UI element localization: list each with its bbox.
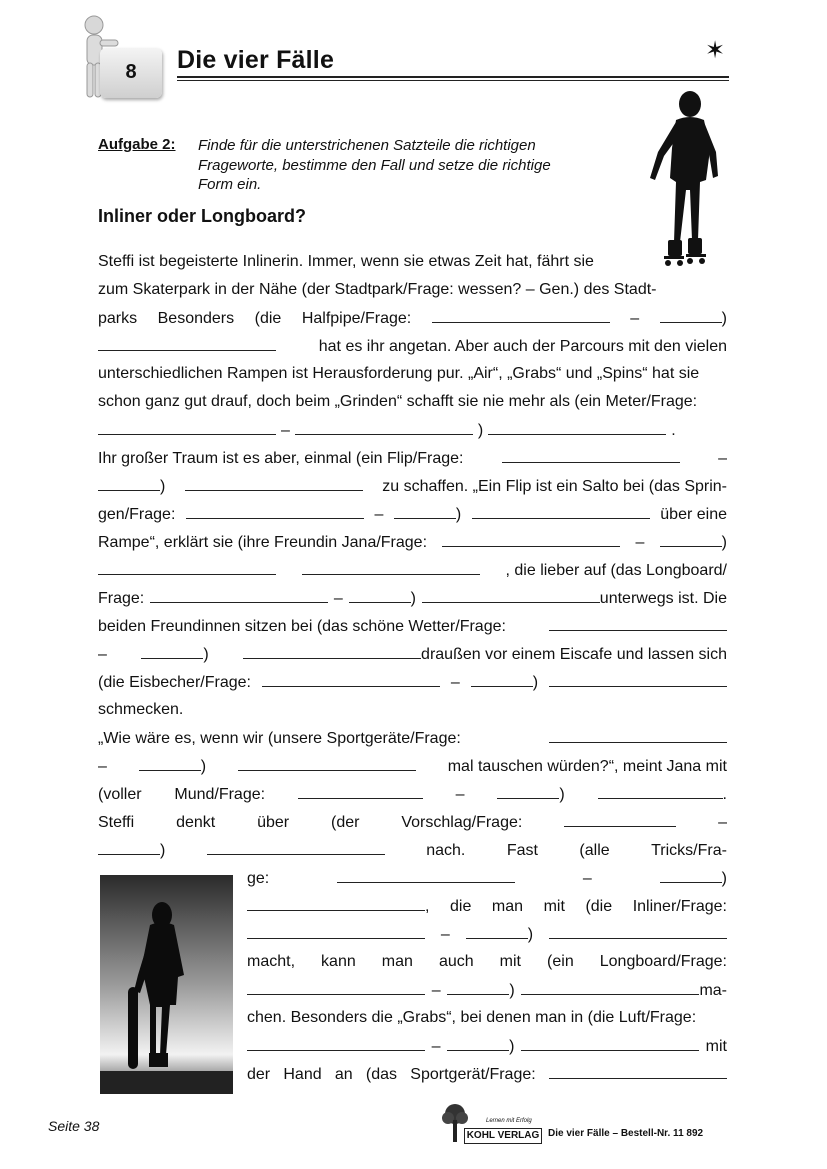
text-line: ) zu schaffen. „Ein Flip ist ein Salto bei (das Sprin- xyxy=(98,476,727,497)
title-rule-thin xyxy=(177,80,729,81)
answer-blank[interactable] xyxy=(521,980,699,995)
answer-blank[interactable] xyxy=(298,784,423,799)
text-line: Steffi ist begeisterte Inlinerin. Immer, wenn sie etwas Zeit hat, fährt sie xyxy=(98,253,594,270)
page-number: Seite 38 xyxy=(48,1118,100,1134)
text-line: – ) xyxy=(247,924,727,945)
answer-blank[interactable] xyxy=(549,924,727,939)
answer-blank[interactable] xyxy=(98,560,276,575)
text-line: schon ganz gut drauf, doch beim „Grinden“ schafft sie nie mehr als (ein Meter/Frage: xyxy=(98,393,698,410)
answer-blank[interactable] xyxy=(247,924,425,939)
answer-blank[interactable] xyxy=(660,868,722,883)
answer-blank[interactable] xyxy=(422,588,600,603)
answer-blank[interactable] xyxy=(471,672,533,687)
answer-blank[interactable] xyxy=(139,756,201,771)
chapter-number-badge xyxy=(100,48,162,98)
answer-blank[interactable] xyxy=(549,728,727,743)
text-line: ge: – ) xyxy=(247,870,727,887)
answer-blank[interactable] xyxy=(521,1036,699,1051)
answer-blank[interactable] xyxy=(262,672,440,687)
answer-blank[interactable] xyxy=(247,980,425,995)
answer-blank[interactable] xyxy=(488,420,666,435)
inline-skater-illustration xyxy=(640,90,725,268)
section-title: Inliner oder Longboard? xyxy=(98,206,306,226)
answer-blank[interactable] xyxy=(394,504,456,519)
text-line: – ) draußen vor einem Eiscafe und lassen sich xyxy=(98,646,727,663)
answer-blank[interactable] xyxy=(432,308,610,323)
answer-blank[interactable] xyxy=(247,1036,425,1051)
answer-blank[interactable] xyxy=(295,420,473,435)
text-line: – ) mit xyxy=(247,1036,727,1057)
text-line: chen. Besonders die „Grabs“, bei denen man in (die Luft/Frage: xyxy=(247,1009,697,1026)
answer-blank[interactable] xyxy=(98,420,276,435)
answer-blank[interactable] xyxy=(247,896,425,911)
answer-blank[interactable] xyxy=(564,812,676,827)
text-line: hat es ihr angetan. Aber auch der Parcours mit den vielen xyxy=(98,336,727,357)
answer-blank[interactable] xyxy=(502,448,680,463)
task-instruction: Finde für die unterstrichenen Satzteile die richtigen Frageworte, bestimme den Fall und setze die richtige Form ein. xyxy=(198,137,551,193)
text-line: Steffi denkt über (der Vorschlag/Frage: – xyxy=(98,814,727,831)
publisher-logo: KOHL VERLAG xyxy=(464,1128,542,1144)
longboard-girl-photo xyxy=(100,875,233,1094)
star-icon: ✶ xyxy=(705,37,726,64)
answer-blank[interactable] xyxy=(549,672,727,687)
text-line: macht, kann man auch mit (ein Longboard/Frage: xyxy=(247,953,727,970)
text-line: schmecken. xyxy=(98,701,184,718)
answer-blank[interactable] xyxy=(337,868,515,883)
text-line: , die man mit (die Inliner/Frage: xyxy=(247,896,727,917)
answer-blank[interactable] xyxy=(466,924,528,939)
chapter-number: 8 xyxy=(125,61,137,83)
text-line: – ) mal tauschen würden?“, meint Jana mit xyxy=(98,758,727,775)
answer-blank[interactable] xyxy=(150,588,328,603)
title-rule xyxy=(177,76,729,78)
answer-blank[interactable] xyxy=(98,476,160,491)
answer-blank[interactable] xyxy=(447,1036,509,1051)
answer-blank[interactable] xyxy=(207,840,385,855)
text-line: – ) ma- xyxy=(247,980,727,1001)
answer-blank[interactable] xyxy=(238,756,416,771)
answer-blank[interactable] xyxy=(660,532,722,547)
answer-blank[interactable] xyxy=(447,980,509,995)
text-line: der Hand an (das Sportgerät/Frage: xyxy=(247,1064,727,1085)
text-line: , die lieber auf (das Longboard/ xyxy=(98,560,727,581)
text-line: unterschiedlichen Rampen ist Herausforderung pur. „Air“, „Grabs“ und „Spins“ hat sie xyxy=(98,365,700,382)
text-line: „Wie wäre es, wenn wir (unsere Sportgeräte/Frage: xyxy=(98,728,727,749)
answer-blank[interactable] xyxy=(185,476,363,491)
answer-blank[interactable] xyxy=(98,336,276,351)
answer-blank[interactable] xyxy=(660,308,722,323)
answer-blank[interactable] xyxy=(243,644,421,659)
answer-blank[interactable] xyxy=(302,560,480,575)
text-line: parks Besonders (die Halfpipe/Frage: – ) xyxy=(98,310,727,327)
text-line: Rampe“, erklärt sie (ihre Freundin Jana/Frage: – ) xyxy=(98,534,727,551)
text-line: ) nach. Fast (alle Tricks/Fra- xyxy=(98,840,727,861)
text-line: – ) . xyxy=(98,420,727,441)
answer-blank[interactable] xyxy=(349,588,411,603)
text-line: beiden Freundinnen sitzen bei (das schöne Wetter/Frage: xyxy=(98,616,727,637)
answer-blank[interactable] xyxy=(98,840,160,855)
footer-order-info: Die vier Fälle – Bestell-Nr. 11 892 xyxy=(548,1128,704,1139)
text-line: gen/Frage: – ) über eine xyxy=(98,506,727,523)
answer-blank[interactable] xyxy=(472,504,650,519)
answer-blank[interactable] xyxy=(186,504,364,519)
task-label: Aufgabe 2: xyxy=(98,136,176,153)
text-line: zum Skaterpark in der Nähe (der Stadtpark/Frage: wessen? – Gen.) des Stadt- xyxy=(98,281,657,298)
text-line: (die Eisbecher/Frage: – ) xyxy=(98,672,727,693)
answer-blank[interactable] xyxy=(141,644,203,659)
text-line: (voller Mund/Frage: – ) . xyxy=(98,786,727,803)
publisher-slogan: Lernen mit Erfolg xyxy=(486,1118,532,1124)
answer-blank[interactable] xyxy=(549,1064,727,1079)
answer-blank[interactable] xyxy=(442,532,620,547)
answer-blank[interactable] xyxy=(497,784,559,799)
answer-blank[interactable] xyxy=(598,784,723,799)
answer-blank[interactable] xyxy=(549,616,727,631)
page-title: Die vier Fälle xyxy=(177,46,335,74)
text-line: Ihr großer Traum ist es aber, einmal (ein Flip/Frage: – xyxy=(98,450,727,467)
text-line: Frage: – ) unterwegs ist. Die xyxy=(98,590,727,607)
